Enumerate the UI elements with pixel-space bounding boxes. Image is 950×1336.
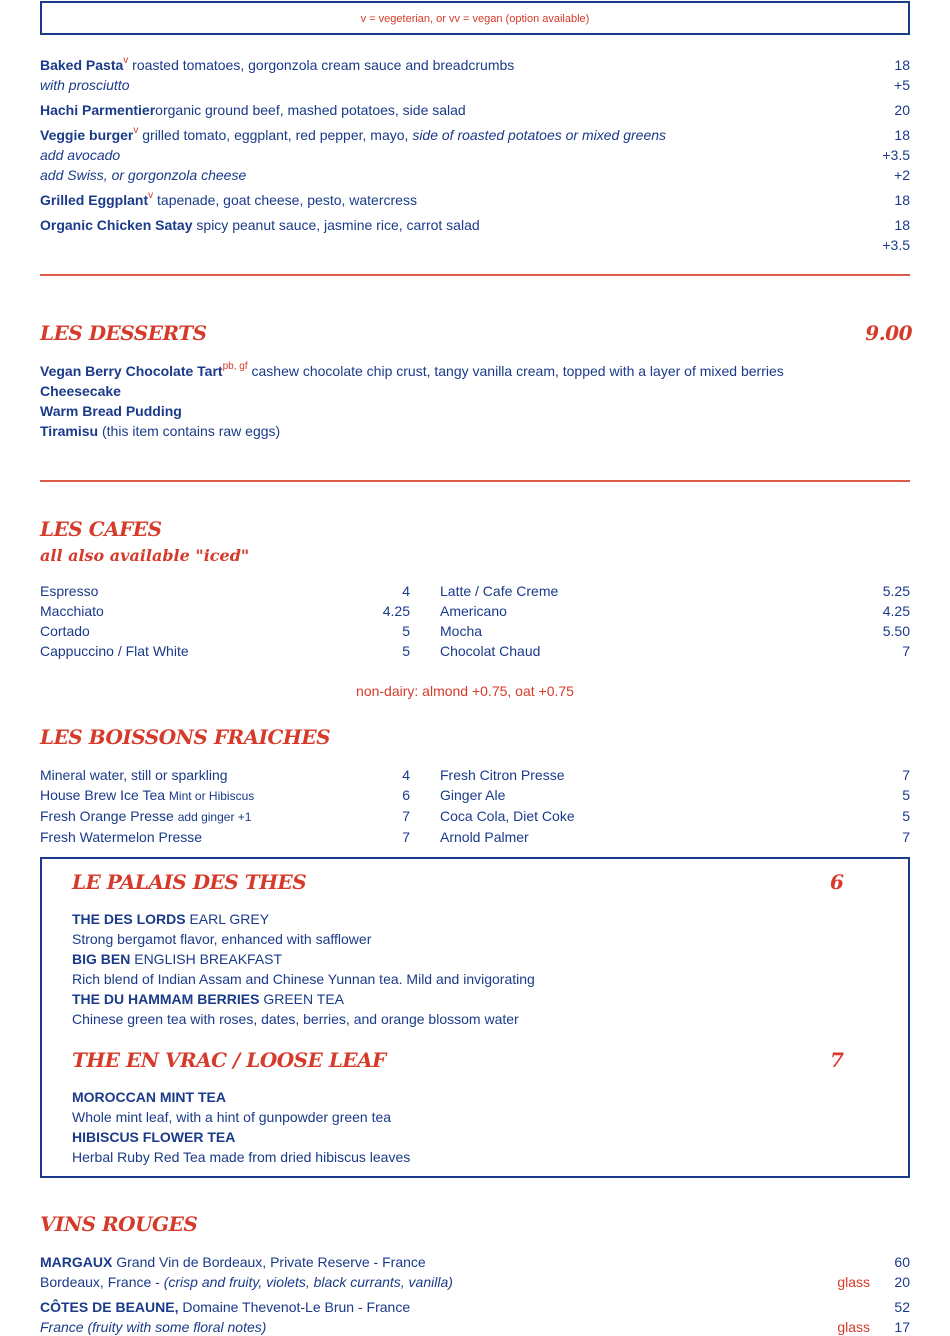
section-title-palais: LE PALAIS DES THES	[72, 870, 307, 894]
item-price: 7	[902, 829, 910, 845]
tea-item-name	[72, 989, 344, 1009]
glass-price: 17	[894, 1319, 910, 1335]
glass-label: glass	[837, 1274, 870, 1290]
cafe-item	[440, 641, 910, 661]
item-name: Ginger Ale	[440, 787, 506, 803]
wine-region: Bordeaux, France -	[40, 1274, 164, 1290]
wine-sub	[40, 1317, 910, 1336]
tea-item-name	[72, 1127, 235, 1147]
menu-item-baked-pasta	[40, 55, 910, 75]
item-desc: roasted tomatoes, gorgonzola cream sauce and breadcrumbs	[128, 57, 515, 73]
item-price: 7	[902, 643, 910, 659]
drink-item	[40, 827, 410, 847]
item-name: Grilled Eggplant	[40, 192, 149, 208]
item-note: add ginger +1	[177, 810, 252, 824]
item-desc-italic: side of roasted potatoes or mixed greens	[412, 127, 667, 143]
tea-item-name	[72, 949, 282, 969]
item-name: Warm Bread Pudding	[40, 403, 182, 419]
tea-kind: GREEN TEA	[259, 991, 344, 1007]
dessert-item	[40, 421, 910, 441]
item-name: Vegan Berry Chocolate Tart	[40, 363, 223, 379]
legend-box	[40, 1, 910, 35]
drink-item	[40, 765, 410, 785]
item-desc: tapenade, goat cheese, pesto, watercress	[153, 192, 417, 208]
glass-price: 20	[894, 1274, 910, 1290]
item-price: 5.25	[882, 583, 910, 599]
palais-price: 6	[830, 870, 844, 894]
veg-mark: v	[123, 55, 129, 67]
tea-name: THE DU HAMMAM BERRIES	[72, 991, 260, 1007]
dessert-item	[40, 381, 910, 401]
tea-item-name	[72, 909, 269, 929]
section-title-vrac: THE EN VRAC / LOOSE LEAF	[72, 1048, 386, 1072]
wine-item	[40, 1252, 910, 1272]
item-price: 4.25	[882, 603, 910, 619]
item-price: 4	[402, 583, 410, 599]
wine-notes: (crisp and fruity, violets, black currants, vanilla)	[163, 1274, 453, 1290]
item-price: 6	[402, 787, 410, 803]
item-price: 4	[402, 767, 410, 783]
item-price: +3.5	[882, 237, 910, 253]
vrac-price: 7	[830, 1048, 844, 1072]
cafe-item	[440, 601, 910, 621]
item-name: Cappuccino / Flat White	[40, 643, 189, 659]
item-price: 18	[894, 217, 910, 233]
item-extra: add avocado	[40, 147, 121, 163]
tea-kind: EARL GREY	[185, 911, 270, 927]
item-price: 5	[902, 808, 910, 824]
divider	[40, 480, 910, 482]
cafe-item	[40, 621, 410, 641]
tea-item-desc: Whole mint leaf, with a hint of gunpowder green tea	[72, 1109, 392, 1125]
item-name: Arnold Palmer	[440, 829, 529, 845]
bottle-price: 52	[894, 1299, 910, 1315]
item-name: Macchiato	[40, 603, 104, 619]
item-name: Baked Pasta	[40, 57, 124, 73]
wine-name: MARGAUX	[40, 1254, 113, 1270]
tea-kind: ENGLISH BREAKFAST	[130, 951, 283, 967]
item-name: Tiramisu	[40, 423, 99, 439]
wine-item	[40, 1297, 910, 1317]
item-name: Fresh Orange Presse	[40, 808, 178, 824]
bottle-price: 60	[894, 1254, 910, 1270]
item-name: Espresso	[40, 583, 99, 599]
tea-name: BIG BEN	[72, 951, 131, 967]
tea-name: THE DES LORDS	[72, 911, 186, 927]
item-name: Mineral water, still or sparkling	[40, 767, 228, 783]
item-price: 5	[402, 623, 410, 639]
item-name: Latte / Cafe Creme	[440, 583, 559, 599]
item-price: 7	[902, 767, 910, 783]
legend-text: v = vegeterian, or vv = vegan (option available)	[360, 13, 590, 25]
item-price: 18	[894, 192, 910, 208]
item-desc: organic ground beef, mashed potatoes, side salad	[155, 102, 466, 118]
drink-item	[440, 827, 910, 847]
item-name: Americano	[440, 603, 507, 619]
item-price: 18	[894, 57, 910, 73]
item-price: 7	[402, 829, 410, 845]
section-title-boissons: LES BOISSONS FRAICHES	[40, 725, 331, 749]
item-name: Organic Chicken Satay	[40, 217, 193, 233]
cafes-subtitle: all also available "iced"	[40, 546, 250, 565]
item-name: Cheesecake	[40, 383, 121, 399]
item-price: 5	[902, 787, 910, 803]
veg-mark: v	[148, 190, 154, 202]
glass-label: glass	[837, 1319, 870, 1335]
tea-item-desc: Herbal Ruby Red Tea made from dried hibiscus leaves	[72, 1149, 411, 1165]
cafe-item	[40, 601, 410, 621]
item-price: 7	[402, 808, 410, 824]
item-desc: (this item contains raw eggs)	[98, 423, 281, 439]
menu-item-extra	[40, 75, 910, 95]
item-name: Fresh Watermelon Presse	[40, 829, 203, 845]
menu-item-extra	[40, 145, 910, 165]
dessert-item	[40, 361, 910, 381]
menu-item-extra	[40, 235, 910, 255]
item-name: Cortado	[40, 623, 90, 639]
tea-item-desc: Strong bergamot flavor, enhanced with safflower	[72, 931, 372, 947]
item-name: Hachi Parmentier	[40, 102, 156, 118]
item-price: +2	[894, 167, 910, 183]
wine-notes: France (fruity with some floral notes)	[40, 1319, 267, 1335]
diet-mark: pb, gf	[222, 361, 248, 373]
section-title-cafes: LES CAFES	[40, 517, 162, 541]
desserts-price: 9.00	[865, 321, 912, 345]
item-price: 18	[894, 127, 910, 143]
item-price: 5.50	[882, 623, 910, 639]
dessert-item	[40, 401, 910, 421]
item-desc: cashew chocolate chip crust, tangy vanilla cream, topped with a layer of mixed berries	[247, 363, 784, 379]
menu-item-veggie-burger	[40, 125, 910, 145]
wine-desc: Grand Vin de Bordeaux, Private Reserve - France	[112, 1254, 426, 1270]
wine-desc: Domaine Thevenot-Le Brun - France	[178, 1299, 411, 1315]
drink-item	[440, 765, 910, 785]
item-extra: add Swiss, or gorgonzola cheese	[40, 167, 247, 183]
non-dairy-note: non-dairy: almond +0.75, oat +0.75	[356, 683, 574, 699]
item-note: Mint or Hibiscus	[168, 789, 255, 803]
item-desc: grilled tomato, eggplant, red pepper, mayo,	[138, 127, 413, 143]
cafe-item	[40, 641, 410, 661]
menu-item-hachi-parmentier	[40, 100, 910, 120]
item-name: House Brew Ice Tea	[40, 787, 169, 803]
item-price: 4.25	[382, 603, 410, 619]
menu-item-grilled-eggplant	[40, 190, 910, 210]
tea-box	[40, 857, 910, 1178]
item-price: +5	[894, 77, 910, 93]
item-name: Chocolat Chaud	[440, 643, 541, 659]
section-title-vins-rouges: VINS ROUGES	[40, 1212, 198, 1236]
tea-item-name	[72, 1087, 226, 1107]
tea-item-desc: Chinese green tea with roses, dates, berries, and orange blossom water	[72, 1011, 519, 1027]
item-price: 20	[894, 102, 910, 118]
item-name: Coca Cola, Diet Coke	[440, 808, 575, 824]
drink-item	[440, 806, 910, 826]
item-name: Fresh Citron Presse	[440, 767, 565, 783]
drink-item	[40, 806, 410, 826]
drink-item	[40, 785, 410, 805]
item-price: 5	[402, 643, 410, 659]
item-extra: with prosciutto	[40, 77, 130, 93]
item-desc: spicy peanut sauce, jasmine rice, carrot salad	[192, 217, 480, 233]
veg-mark: v	[133, 125, 139, 137]
item-price: +3.5	[882, 147, 910, 163]
item-name: Mocha	[440, 623, 483, 639]
menu-item-extra	[40, 165, 910, 185]
section-title-desserts: LES DESSERTS	[40, 321, 207, 345]
cafe-item	[40, 581, 410, 601]
tea-name: MOROCCAN MINT TEA	[72, 1089, 226, 1105]
divider	[40, 274, 910, 276]
cafe-item	[440, 581, 910, 601]
drink-item	[440, 785, 910, 805]
cafe-item	[440, 621, 910, 641]
tea-item-desc: Rich blend of Indian Assam and Chinese Yunnan tea. Mild and invigorating	[72, 971, 535, 987]
menu-item-chicken-satay	[40, 215, 910, 235]
wine-name: CÔTES DE BEAUNE,	[40, 1299, 179, 1315]
item-name: Veggie burger	[40, 127, 134, 143]
wine-sub	[40, 1272, 910, 1292]
tea-name: HIBISCUS FLOWER TEA	[72, 1129, 236, 1145]
